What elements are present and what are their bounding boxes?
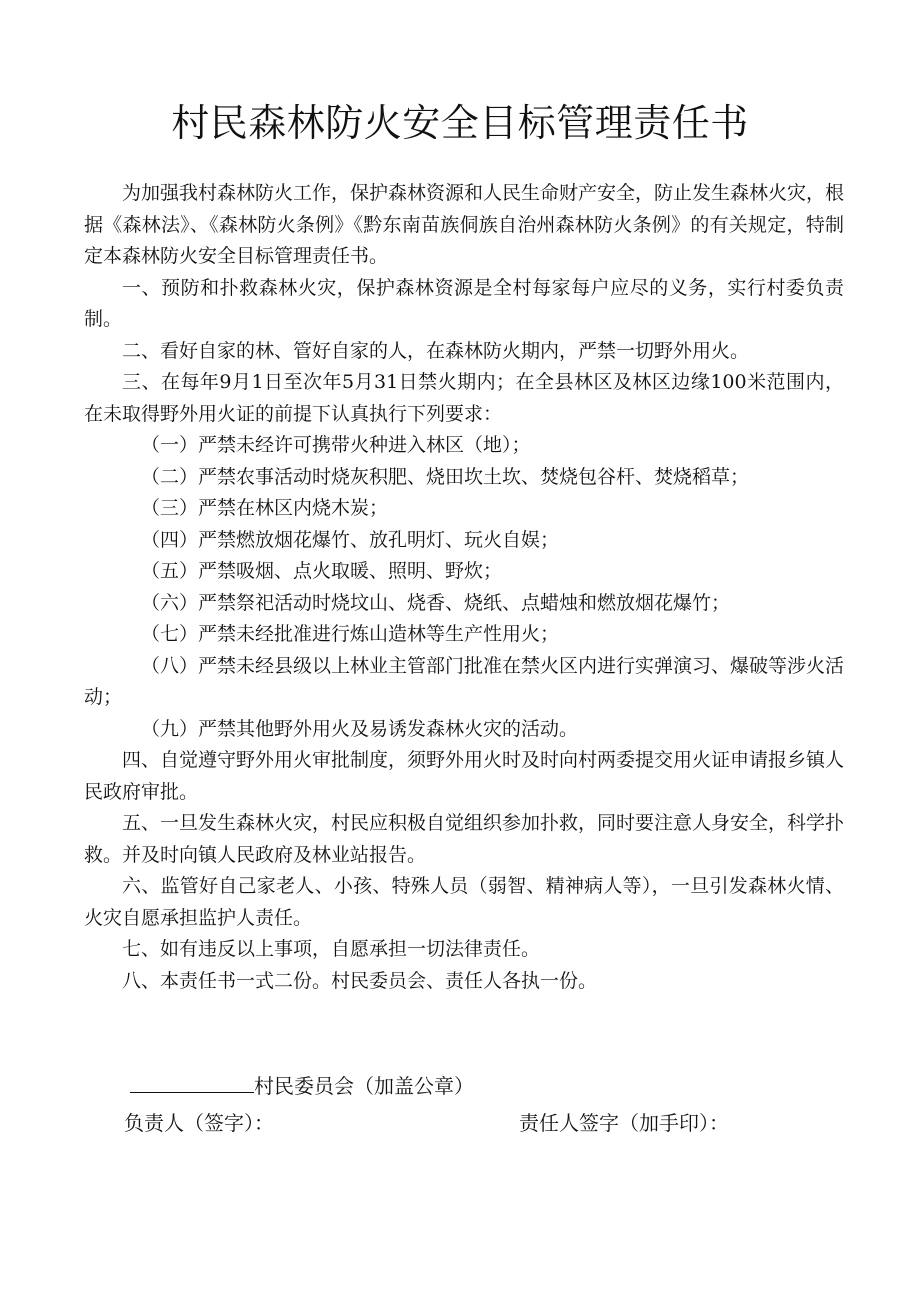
sub-item-6: （六）严禁祭祀活动时烧坟山、烧香、烧纸、点蜡烛和燃放烟花爆竹； — [141, 591, 731, 614]
committee-signature-line — [130, 1070, 474, 1099]
clause-2: 二、看好自家的林、管好自家的人，在森林防火期内，严禁一切野外用火。 — [122, 339, 750, 362]
sub-item-5: （五）严禁吸烟、点火取暖、照明、野炊； — [141, 560, 503, 582]
intro-paragraph: 为加强我村森林防火工作，保护森林资源和人民生命财产安全，防止发生森林火灾，根据《森林法》、《森林防火条例》《黔东南苗族侗族自治州森林防火条例》的有关规定，特制定本森林防火安全目标管理责任书。 — [84, 182, 845, 267]
sub-item-3: （三）严禁在林区内烧木炭； — [141, 497, 389, 519]
sub-item-1: （一）严禁未经许可携带火种进入林区（地）； — [141, 434, 531, 456]
clause-7: 七、如有违反以上事项，自愿承担一切法律责任。 — [122, 938, 541, 960]
clause-5: 五、一旦发生森林火灾，村民应积极自觉组织参加扑救，同时要注意人身安全，科学扑救。并及时向镇人民政府及林业站报告。 — [84, 812, 845, 866]
clause-1: 一、预防和扑救森林火灾，保护森林资源是全村每家每户应尽的义务，实行村委负责制。 — [84, 276, 844, 330]
responsible-signature-label: 责任人签字（加手印）： — [519, 1111, 729, 1135]
clause-3: 三、在每年9月1日至次年5月31日禁火期内；在全县林区及林区边缘100米范围内，在未取得野外用火证的前提下认真执行下列要求： — [84, 371, 844, 425]
sub-item-7: （七）严禁未经批准进行炼山造林等生产性用火； — [141, 623, 560, 645]
sub-item-4: （四）严禁燃放烟花爆竹、放孔明灯、玩火自娱； — [141, 528, 560, 551]
clause-6: 六、监管好自己家老人、小孩、特殊人员（弱智、精神病人等），一旦引发森林火情、火灾自愿承担监护人责任。 — [84, 875, 844, 929]
document-body — [84, 178, 844, 997]
committee-label: 村民委员会（加盖公章） — [254, 1074, 474, 1098]
committee-name-blank[interactable] — [130, 1072, 254, 1093]
leader-signature-label: 负责人（签字）： — [124, 1111, 274, 1135]
document-title: 村民森林防火安全目标管理责任书 — [171, 101, 749, 145]
clause-8: 八、本责任书一式二份。村民委员会、责任人各执一份。 — [122, 969, 598, 992]
sub-item-2: （二）严禁农事活动时烧灰积肥、烧田坎土坎、焚烧包谷杆、焚烧稻草； — [141, 465, 750, 488]
sub-item-8: （八）严禁未经县级以上林业主管部门批准在禁火区内进行实弹演习、爆破等涉火活动； — [84, 654, 845, 708]
sub-item-9: （九）严禁其他野外用火及易诱发森林火灾的活动。 — [141, 717, 579, 740]
clause-4: 四、自觉遵守野外用火审批制度，须野外用火时及时向村两委提交用火证申请报乡镇人民政府审批。 — [84, 749, 845, 803]
